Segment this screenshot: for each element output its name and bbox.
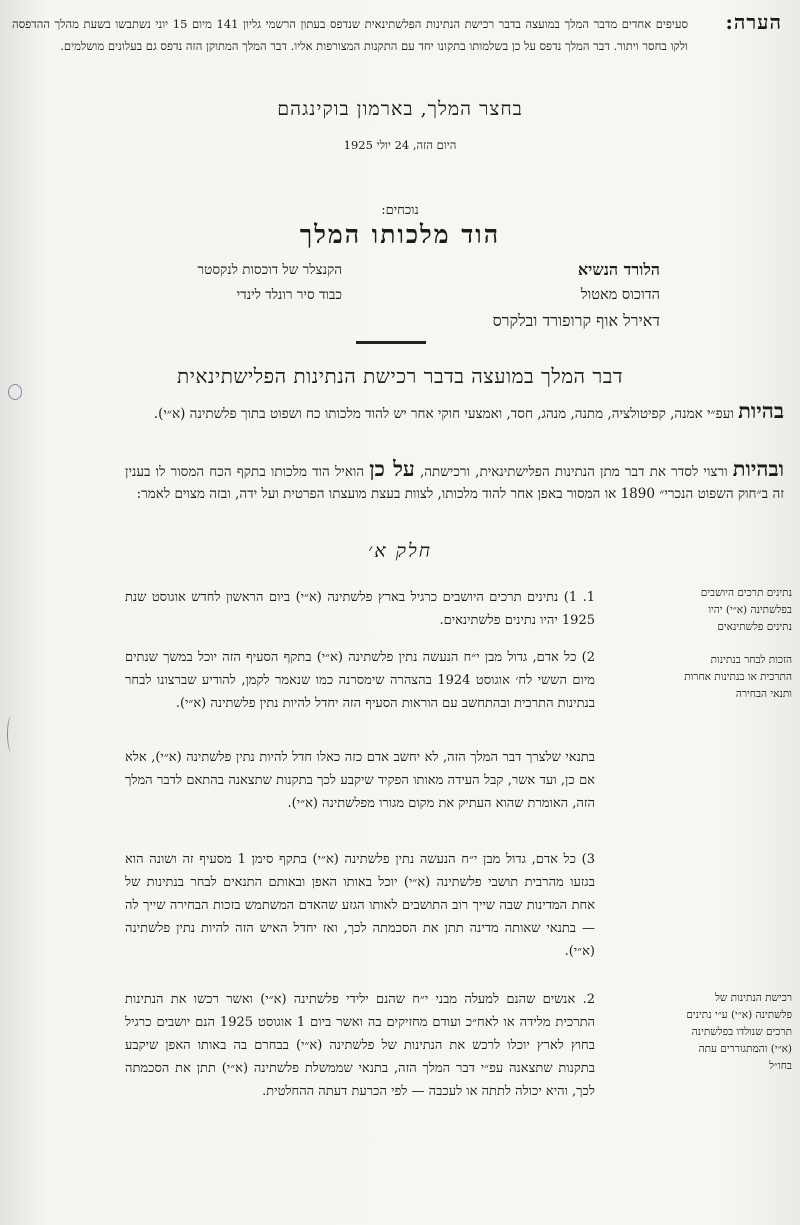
- whereas-mid-2: ורצוי לסדר את דבר מתן הנתינות הפלישתינאית, ורכישתה,: [414, 464, 733, 480]
- attendee-chancellor-lancaster: הקנצלר של דוכסות לנקסטר: [197, 262, 342, 278]
- margin-bracket-mark: [7, 716, 16, 752]
- attendee-earl-crawford: דאירל אוף קרופורד ובלקרס: [492, 311, 660, 330]
- margin-note-2: הזכות לבחר בנתינות התרכית או בנתינות אחרות ותנאי הבחירה: [684, 654, 792, 700]
- order-date: היום הזה, 24 יולי 1925: [343, 138, 457, 152]
- king-title: הוד מלכותו המלך: [299, 220, 501, 249]
- attendee-lord-president: הלורד הנשיא: [577, 260, 660, 279]
- note-label: הערה:: [725, 10, 782, 34]
- note-text: סעיפים אחדים מדבר המלך במועצה בדבר רכישת הנתינות הפלשתינאית שנדפס בעתון הרשמי גליון 141 מיום 15 יוני נשתבשו בשעת מהלך ההדפסה ולקו בחסר ויתור. דבר המלך נדפס על כן בשלמותו בתקונו יחד עם התקנות המצורפות אליו. דבר המלך המתוקן הזה נדפס גם בעלונים מושלמים.: [12, 17, 689, 53]
- section-divider: [356, 341, 426, 344]
- section-2: 2. אנשים שהנם למעלה מבני י״ח שהנם ילידי פלשתינה (א״י) ואשר רכשו את הנתינות התרכית מלידה או לאח״כ ועודם מחזיקים בה ואשר ביום 1 אוגוסט 1925 הנם יושבים כרגיל בחוץ לארץ יוכלו לרכש את הנתינות של פלשתינה (א״י) בבחרם בה באותו האפן שיקבע בתקנות שתצאנה עפ״י דבר המלך הזה, בתנאי שממשלת פלשתינה (א״י) תתן את הסכמתה לכך, והיא יכולה לתתה או לעכבה — לפי הכרעת דעתה ההחלטית.: [125, 992, 595, 1099]
- section-1-1: 1. 1) נתינים תרכים היושבים כרגיל בארץ פלשתינה (א״י) ביום הראשון לחדש אוגוסט שנת 1925 יהיו נתינים פלשתינאים.: [125, 590, 595, 628]
- whereas-lead-1: בהיות: [738, 398, 784, 423]
- whereas-paragraph-2: [125, 458, 784, 505]
- margin-note-1: נתינים תרכים היושבים בפלשתינה (א״י) יהיו נתינים פלשתינאים: [700, 587, 792, 633]
- whereas-lead-2: ובהיות: [732, 456, 784, 481]
- margin-note-3: רכישת הנתינות של פלשתינה (א״י) ע״י נתינים תרכים שנולדו בפלשתינה (א״י) והמתגוררים עתה בחו״ל: [686, 992, 792, 1072]
- therefore-lead: על כן: [369, 456, 415, 481]
- part-title: חלק א׳: [367, 540, 433, 562]
- attendee-duke-atholl: הדוכוס מאטול: [580, 287, 660, 303]
- punch-hole-mark: [8, 384, 22, 400]
- present-label: נוכחים:: [381, 203, 419, 218]
- section-1-proviso: בתנאי שלצרך דבר המלך הזה, לא יחשב אדם כזה כאלו חדל להיות נתין פלשתינה (א״י), אלא אם כן, ועד אשר, קבל העידה מאותו הפקיד שיקבע לכך בתקנות שתצאנה בהתאם לדבר המלך הזה, האומרת שהוא העתיק את מקום מגורו מפלשתינה (א״י).: [125, 750, 595, 811]
- attendee-ronald-lindsay: כבוד סיר רונלד לינדי: [236, 287, 342, 303]
- section-1-3: 3) כל אדם, גדול מבן י״ח הנעשה נתין פלשתינה (א״י) בתקף סימן 1 מסעיף זה ושונה הוא בגזעו מהרבית תושבי פלשתינה (א״י) יוכל באותו האפן ובאותם התנאים לבחר בנתינות של אחת המדינות שבה שייך רוב התושבים לאותו הגזע שהאדם המשתמש בזכות הבחירה שייך לה — בתנאי שאותה מדינה תתן את הסכמתה לכך, ואז יחדל האיש הזה להיות נתין פלשתינה (א״י).: [125, 852, 595, 959]
- whereas-paragraph-1: [125, 400, 784, 425]
- order-title: דבר המלך במועצה בדבר רכישת הנתינות הפלישתינאית: [177, 364, 623, 388]
- whereas-text-1: ועפ״י אמנה, קפיטולציה, מתנה, מנהג, חסד, ואמצעי חוקי אחר יש להוד מלכותו כח ושפוט בתוך פלשתינה (א״י).: [153, 406, 739, 422]
- whereas-text-2: הואיל הוד מלכותו בתקף הכח המסור לו בענין זה ב״חוק השפוט הנכרי״ 1890 או המסור באפן אחר להוד מלכותו, לצוות בעצת מועצתו הפרטית ועל ידה, ובזה מצוים לאמר:: [125, 464, 784, 502]
- section-1-2: 2) כל אדם, גדול מבן י״ח הנעשה נתין פלשתינה (א״י) בתקף הסעיף הזה יוכל במשך שנתים מיום הששי לח׳ אוגוסט 1924 בהצהרה שימסרנה כמו שנאמר לקמן, להודיע שברצונו לבחר בנתינות התרכית ובהתחשב עם הוראות הסעיף הזה יחדל להיות נתין פלשתינה (א״י).: [125, 650, 595, 711]
- court-heading: בחצר המלך, בארמון בוקינגהם: [277, 98, 523, 120]
